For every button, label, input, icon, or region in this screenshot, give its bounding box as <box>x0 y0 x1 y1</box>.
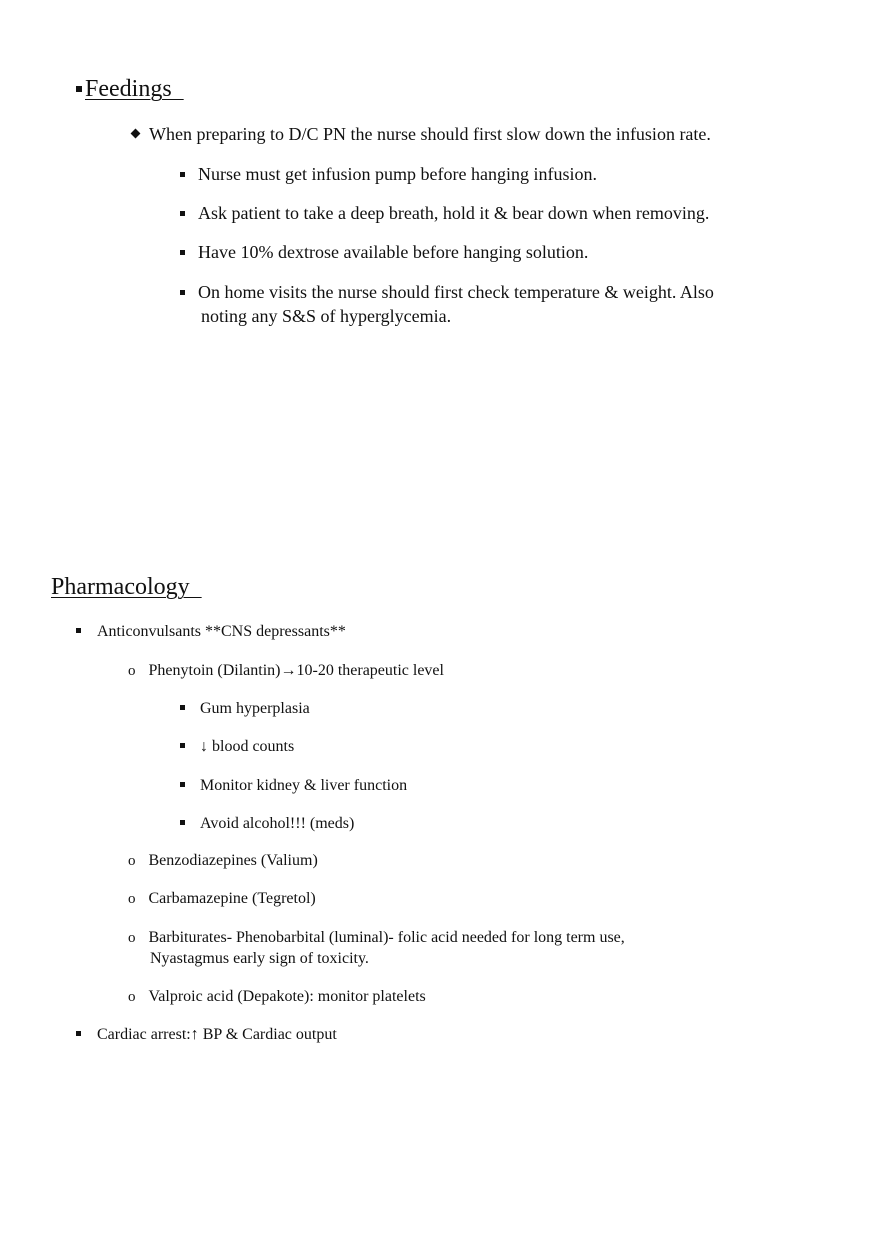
phenytoin-effect-item <box>180 736 294 758</box>
barbiturates-continuation: Nyastagmus early sign of toxicity. <box>150 950 369 967</box>
feedings-sub-item <box>180 240 588 264</box>
feedings-sub-item <box>180 162 597 186</box>
drug-item-phenytoin <box>128 660 444 682</box>
drug-item-barbiturates <box>128 927 625 949</box>
feedings-sub-item-continuation: noting any S&S of hyperglycemia. <box>201 306 452 326</box>
drug-text: Valproic acid (Depakote): monitor platelets <box>148 988 426 1005</box>
anticonvulsants-text: Anticonvulsants **CNS depressants** <box>97 623 346 640</box>
cardiac-item <box>76 1024 337 1046</box>
square-bullet-icon <box>180 172 185 177</box>
cardiac-text: Cardiac arrest:↑ BP & Cardiac output <box>97 1026 337 1043</box>
square-bullet-icon <box>76 628 81 633</box>
sub-item-text: Ask patient to take a deep breath, hold it & bear down when removing. <box>198 203 710 223</box>
effect-text: Avoid alcohol!!! (meds) <box>200 815 355 832</box>
feedings-diamond-item <box>132 122 711 146</box>
drug-item-carbamazepine <box>128 888 316 910</box>
feedings-heading-row <box>76 76 184 103</box>
o-bullet-icon: o <box>128 663 136 679</box>
pharmacology-heading: Pharmacology <box>51 574 202 600</box>
phenytoin-effect-item <box>180 775 407 797</box>
phenytoin-text: Phenytoin (Dilantin)→10-20 therapeutic level <box>148 662 444 679</box>
drug-text: Carbamazepine (Tegretol) <box>148 890 316 907</box>
square-bullet-icon <box>76 86 82 92</box>
sub-item-text: Nurse must get infusion pump before hanging infusion. <box>198 164 597 184</box>
drug-text: Benzodiazepines (Valium) <box>148 852 318 869</box>
feedings-sub-item <box>180 280 714 304</box>
square-bullet-icon <box>180 743 185 748</box>
effect-text: Monitor kidney & liver function <box>200 777 408 794</box>
effect-text: Gum hyperplasia <box>200 700 310 717</box>
anticonvulsants-item <box>76 621 346 643</box>
o-bullet-icon: o <box>128 891 136 907</box>
square-bullet-icon <box>180 820 185 825</box>
phenytoin-effect-item <box>180 698 310 720</box>
effect-text: ↓ blood counts <box>200 738 295 755</box>
drug-text: Barbiturates- Phenobarbital (luminal)- folic acid needed for long term use, <box>148 929 625 946</box>
square-bullet-icon <box>76 1031 81 1036</box>
phenytoin-effect-item <box>180 813 354 835</box>
feedings-sub-item <box>180 201 709 225</box>
diamond-bullet-icon <box>131 129 141 139</box>
o-bullet-icon: o <box>128 989 136 1005</box>
diamond-item-text: When preparing to D/C PN the nurse should first slow down the infusion rate. <box>149 124 711 144</box>
square-bullet-icon <box>180 290 185 295</box>
feedings-heading: Feedings <box>85 76 184 102</box>
sub-item-text: Have 10% dextrose available before hanging solution. <box>198 242 589 262</box>
square-bullet-icon <box>180 250 185 255</box>
drug-item-valproic <box>128 986 426 1008</box>
drug-item-benzodiazepines <box>128 850 318 872</box>
square-bullet-icon <box>180 211 185 216</box>
o-bullet-icon: o <box>128 930 136 946</box>
o-bullet-icon: o <box>128 853 136 869</box>
square-bullet-icon <box>180 782 185 787</box>
sub-item-text: On home visits the nurse should first check temperature & weight. Also <box>198 282 714 302</box>
square-bullet-icon <box>180 705 185 710</box>
